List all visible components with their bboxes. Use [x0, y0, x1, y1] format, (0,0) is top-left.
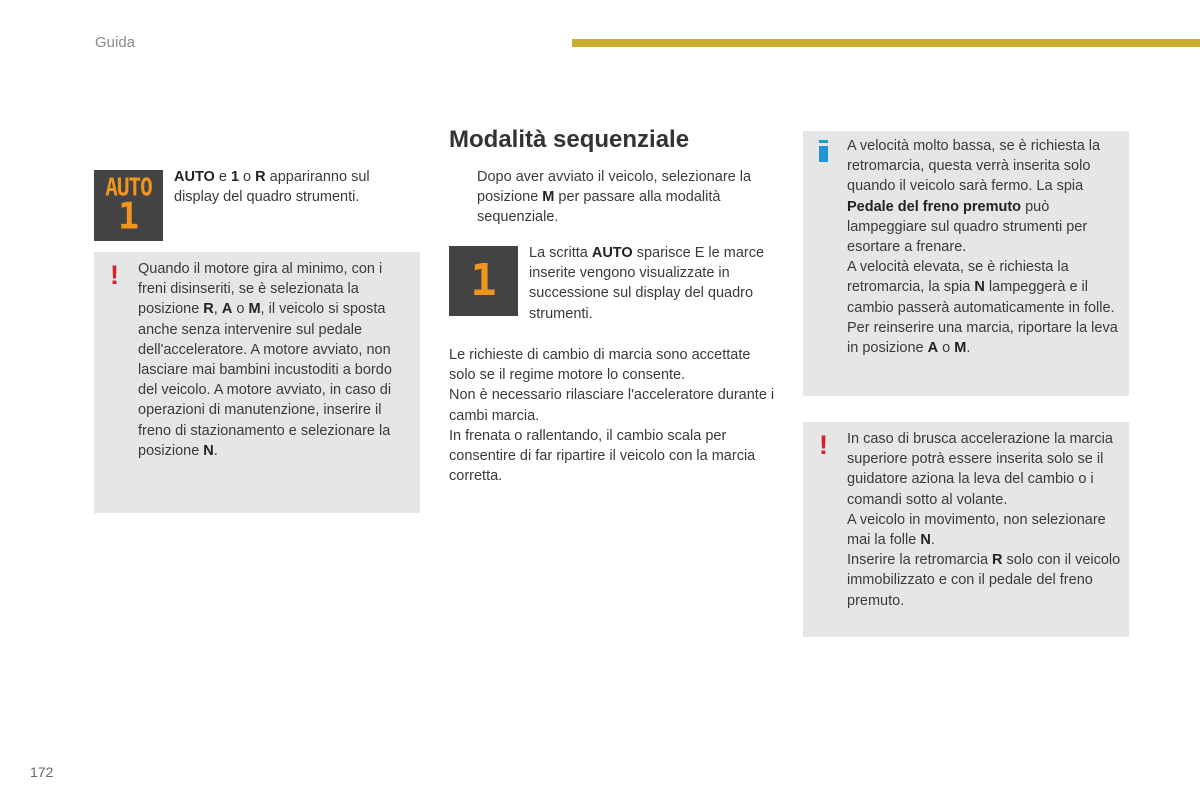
info-icon — [819, 140, 828, 143]
auto-disappears-text: La scritta AUTO sparisce E le marce inserite vengono visualizzate in successione sul display del quadro strumenti. — [529, 245, 765, 322]
info-text: A velocità molto bassa, se è richiesta la retromarcia, questa verrà inserita solo quando il veicolo sarà fermo. La spia Pedale del freno premuto può lampeggiare sul quadro strumenti per esortare a frenare. A velocità elevata, se è richiesta la retromarcia, la spia N lampeggerà e il cambio passerà automaticamente in folle. Per reinserire una marcia, riportare la leva in posizione A o M. — [847, 138, 1118, 357]
info-icon-stem — [819, 146, 828, 162]
warning-icon-right: ! — [819, 430, 828, 460]
gear-display-icon — [449, 246, 518, 316]
auto-display-text: AUTO — [105, 172, 152, 201]
warning-text-right: In caso di brusca accelerazione la marcia superiore potrà essere inserita solo se il guidatore aziona la leva del cambio o i comandi sotto al volante. A veicolo in movimento, non selezionare mai la folle N. Inserire la retromarcia R solo con il veicolo immobilizzato e con il pedale del freno premuto. — [847, 431, 1121, 609]
braking-paragraph: In frenata o rallentando, il cambio scala per consentire di far ripartire il veicolo con la marcia corretta. — [449, 427, 756, 485]
auto-display-icon — [94, 170, 163, 241]
intro-text: AUTO e 1 o R appariranno sul display del quadro strumenti. — [174, 169, 370, 206]
gear-change-text — [449, 345, 779, 486]
auto-display-gear: 1 — [117, 195, 140, 238]
warning-box-left — [94, 252, 420, 513]
section-label: Guida — [95, 34, 136, 51]
warning-box-right — [803, 422, 1129, 637]
gear-change-paragraph: Le richieste di cambio di marcia sono accettate solo se il regime motore lo consente. — [449, 347, 751, 384]
warning-icon: ! — [110, 260, 119, 290]
info-box — [803, 131, 1129, 396]
bullet-text: Dopo aver avviato il veicolo, selezionare la posizione M per passare alla modalità sequenziale. — [477, 169, 752, 226]
page-number: 172 — [30, 764, 54, 780]
gear-display-number: 1 — [470, 255, 497, 306]
accelerator-paragraph: Non è necessario rilasciare l'acceleratore durante i cambi marcia. — [449, 387, 775, 424]
page-title: Modalità sequenziale — [449, 126, 690, 153]
warning-text-left: Quando il motore gira al minimo, con i freni disinseriti, se è selezionata la posizione R, A o M, il veicolo si sposta anche senza intervenire sul pedale dell'acceleratore. A motore avviato, non lasciare mai bambini incustoditi a bordo del veicolo. A motore avviato, in caso di operazioni di manutenzione, inserire il freno di stazionamento e selezionare la posizione N. — [138, 261, 392, 459]
header-accent-bar — [572, 39, 1200, 47]
